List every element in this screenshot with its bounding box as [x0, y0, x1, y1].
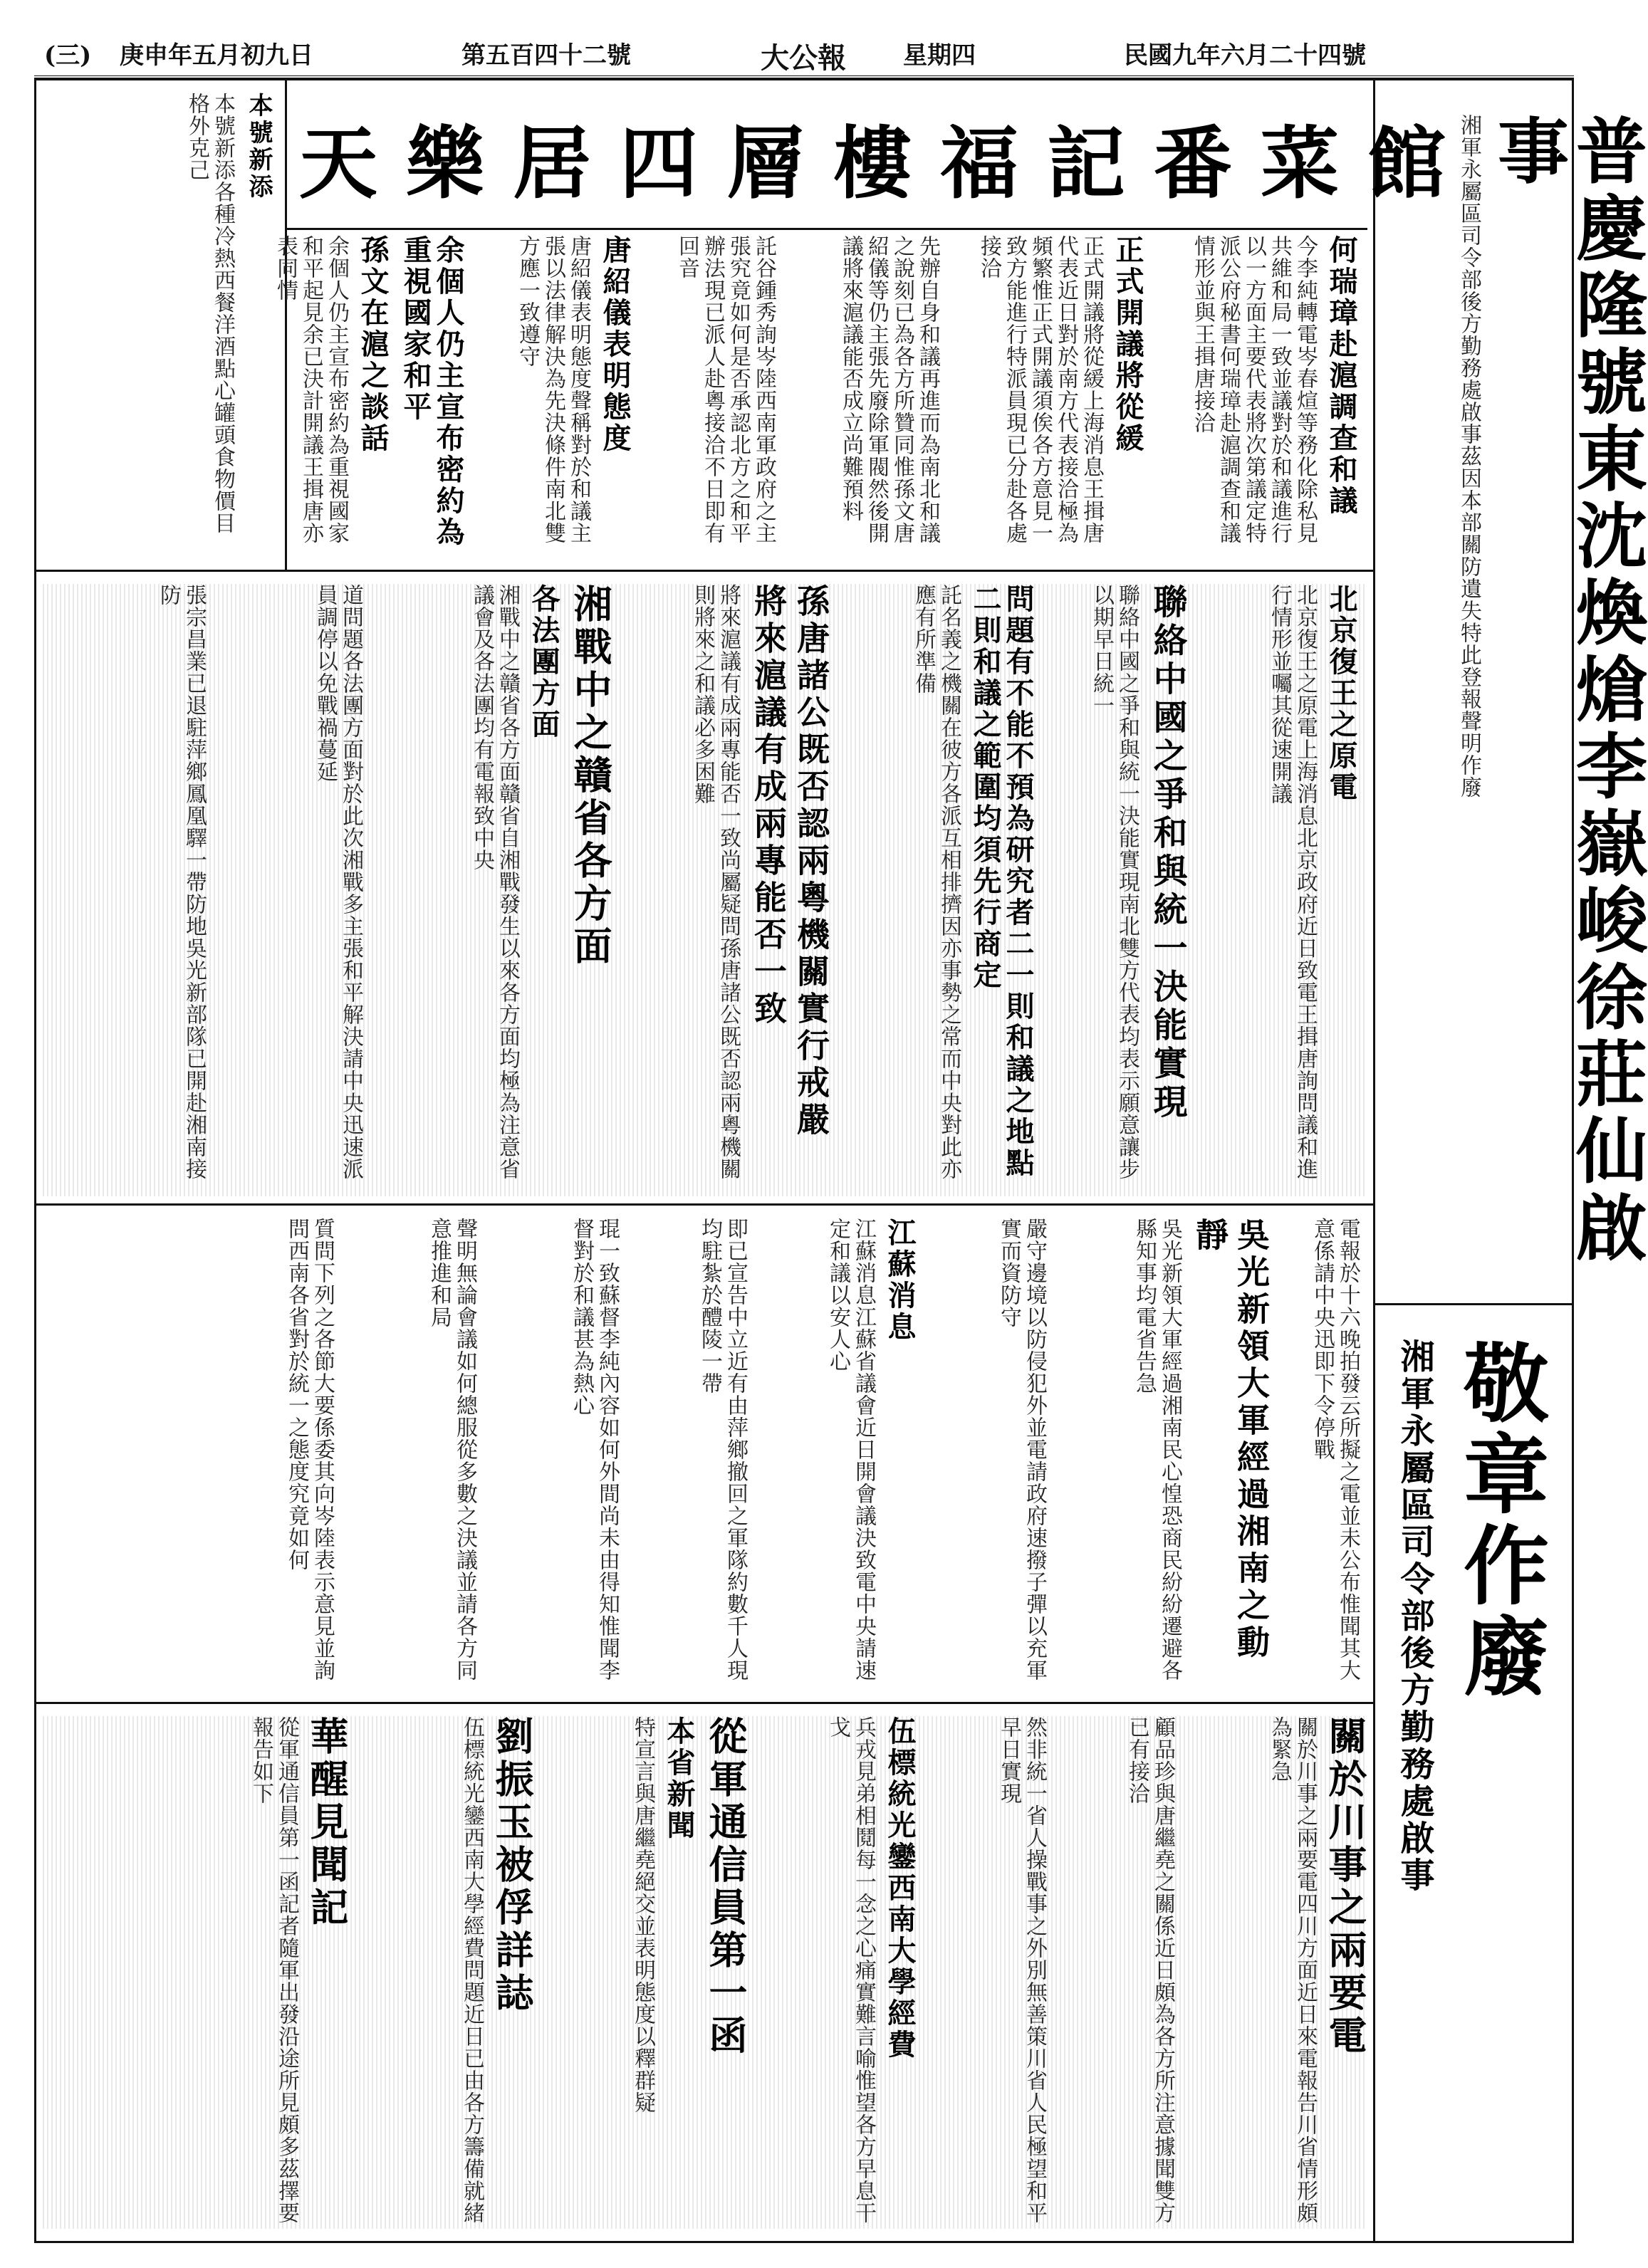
article-title-14: 華醒見聞記: [304, 1716, 350, 1930]
article-body-23: 聲明無論會議如何總服從多數之決議並請各方同意推進和局: [427, 1218, 477, 1681]
article-title-15: 孫文在滬之談話: [356, 235, 390, 454]
article-title-6: 孫唐諸公既否認兩粵機關實行戒嚴: [792, 584, 830, 1139]
top-ad-rule: [285, 228, 1367, 230]
article-body-22: 琨一致蘇督李純內容如何外間尚未由得知惟聞李督對於和議甚為熱心: [569, 1218, 620, 1681]
band-divider-3: [34, 1702, 1373, 1704]
article-body-10: 聯絡中國之爭和與統一決能實現南北雙方代表均表示願意讓步以期早日統一: [1089, 584, 1139, 1180]
article-body-1: 今李純轉電岑春煊等務化除私見共維和局一致並議對於和議進行以一方面主要代表將次第議定特派公府秘書何瑞璋赴滬調查和議情形並與王揖唐接洽: [1190, 235, 1318, 544]
article-title-11-h: 問題有不能不預為研究者二一則和議之地點二則和議之範圍均須先行商定: [969, 584, 1035, 1179]
article-body-14: 湘戰中之贛省各方面贛省自湘戰發生以來各方面均極為注意省議會及各法團均有電報致中央: [469, 584, 520, 1180]
band-divider-1: [34, 570, 1373, 572]
issue-number: 第五百四十二號: [461, 41, 631, 70]
article-body-5: 質問下列之各節大要係委其向岑陸表示意見並詢問西南各省對於統一之態度究竟如何: [284, 1218, 335, 1681]
article-title-18: 正式開議將從緩: [1111, 235, 1144, 454]
left-ad-body: 本號新添各種冷熱西餐洋酒點心罐頭食物價目格外克己: [184, 93, 235, 534]
article-body-18: 吳光新領大軍經過湘南民心惶恐商民紛紛遷避各縣知事均電省告急: [1132, 1218, 1182, 1681]
article-body-4: 託谷鍾秀詢岑陸西南軍政府之主張究竟如何是否承認北方之和平辦法現已派人赴粵接洽不日即有回音: [674, 235, 776, 544]
article-body-17: 電報於十六晚拍發云所擬之電並未公布惟聞其大意係請中央迅即下令停戰: [1310, 1218, 1360, 1681]
lunar-date: 庚申年五月初九日: [120, 41, 313, 70]
article-title-1: 北京復王之原電: [1325, 584, 1358, 803]
article-body-13: 將來滬議有成兩專能否一致尚屬疑問孫唐諸公既否認兩粵機關則將來之和議必多困難: [690, 584, 741, 1180]
weekday: 星期四: [903, 41, 976, 70]
article-body-9: 北京復王之原電上海消息北京政府近日致電王揖唐詢問議和進行情形並囑其從速開議: [1267, 584, 1318, 1180]
western-date: 民國九年六月二十四號: [1124, 41, 1366, 70]
article-title-11: 從軍通信員第一函: [703, 1716, 749, 2058]
article-body-15: 道問題各法團方面對於此次湘戰多主張和平解決請中央迅速派員調停以免戰禍蔓延: [313, 584, 363, 1180]
print-texture-1: [43, 584, 1367, 1196]
article-title-12: 本省新聞: [662, 1716, 696, 1841]
article-body-19: 嚴守邊境以防侵犯外並電請政府速撥子彈以充軍實而資防守: [996, 1218, 1047, 1681]
article-title-5: 將來滬議有成兩專能否一致: [749, 584, 788, 1028]
masthead: [34, 28, 1574, 78]
article-body-12: 託名義之機關在彼方各派互相排擠因亦事勢之常而中央對此亦應有所準備: [911, 584, 961, 1180]
article-title-3: 湘戰中之贛省各方面: [568, 584, 613, 968]
article-title-19: 余個人仍主宣布密約為重視國家和平: [399, 235, 465, 548]
right-ad-divider: [1373, 78, 1375, 2243]
article-body-28: 特宣言與唐繼堯絕交並表明態度以釋群疑: [630, 1716, 655, 2113]
article-body-21: 即已宣告中立近有由萍鄉撤回之軍隊約數千人現均駐紮於醴陵一帶: [697, 1218, 748, 1681]
article-title-16: 唐紹儀表明態度: [598, 235, 632, 454]
article-body-24: 關於川事之兩要電四川方面近日來電報告川省情形頗為緊急: [1267, 1716, 1318, 2224]
article-title-10: 伍標統光鑾西南大學經費: [883, 1716, 917, 2061]
article-body-16: 張宗昌業已退駐萍鄉鳳凰驛一帶防地吳光新部隊已開赴湘南接防: [156, 584, 207, 1180]
article-body-8: 余個人仍主宣布密約為重視國家和平起見余已決計開議王揖唐亦表同情: [273, 235, 349, 544]
page-number: (三): [44, 41, 92, 70]
right-ad-split: [1373, 1303, 1574, 1305]
article-title-9: 關於川事之兩要電: [1323, 1716, 1368, 2058]
article-body-29: 伍標統光鑾西南大學經費問題近日已由各方籌備就緒: [459, 1716, 484, 2224]
article-body-20: 江蘇消息江蘇省議會近日開會議決致電中央請速定和議以安人心: [825, 1218, 876, 1681]
article-title-13: 劉振玉被俘詳誌: [489, 1716, 535, 2015]
article-title-2: 聯絡中國之爭和與統一決能實現: [1147, 584, 1187, 1122]
military-sub-title: 敬章作廢: [1449, 1339, 1550, 1703]
right-ad-body: 湘軍永屬區司令部後方勤務處啟事茲因本部關防遺失特此登報聲明作廢: [1456, 114, 1481, 798]
print-texture-2: [43, 1716, 1367, 2229]
left-ad-divider: [285, 78, 287, 570]
article-body-3: 先辦自身和議再進而為南北和議之說刻已為各方所贊同惟孫文唐紹儀等仍主張先廢除軍閥然後開議將來滬議能否成立尚難預料: [838, 235, 940, 544]
article-body-26: 然非統一省人操戰事之外別無善策川省人民極望和平早日實現: [996, 1716, 1047, 2224]
paper-name: 大公報: [761, 41, 846, 75]
article-title-4: 各法團方面: [527, 584, 560, 741]
top-ad-title: 天樂居四層樓福記番菜館: [299, 117, 1474, 209]
band-divider-2: [34, 1203, 1373, 1206]
article-body-6: 唐紹儀表明態度聲稱對於和議主張以法律解決為先決條件南北雙方應一致遵守: [515, 235, 591, 544]
article-title-7: 吳光新領大軍經過湘南之動靜: [1191, 1218, 1271, 1662]
right-ad-title: 普慶隆號東沈煥熗李嶽峻徐莊仙啟事: [1486, 114, 1648, 1268]
article-body-25: 顧品珍與唐繼堯之關係近日頗為各方所注意據聞雙方已有接洽: [1125, 1716, 1175, 2224]
article-body-2: 正式開議將從緩上海消息王揖唐代表近日對於南方代表接洽極為頻繁惟正式開議須俟各方意見一致方能進行特派員現已分赴各處接洽: [976, 235, 1104, 544]
article-body-27: 兵戎見弟相鬩每一念之心痛實難言喻惟望各方早息干戈: [825, 1716, 876, 2224]
military-notice-title: 湘軍永屬區司令部後方勤務處啟事: [1394, 1339, 1434, 1894]
article-title-17: 何瑞璋赴滬調查和議: [1325, 235, 1358, 517]
article-title-8: 江蘇消息: [883, 1218, 917, 1343]
article-body-30: 從軍通信員第一函記者隨軍出發沿途所見頗多茲擇要報告如下: [249, 1716, 299, 2224]
left-ad-heading: 本號新添: [244, 93, 273, 201]
